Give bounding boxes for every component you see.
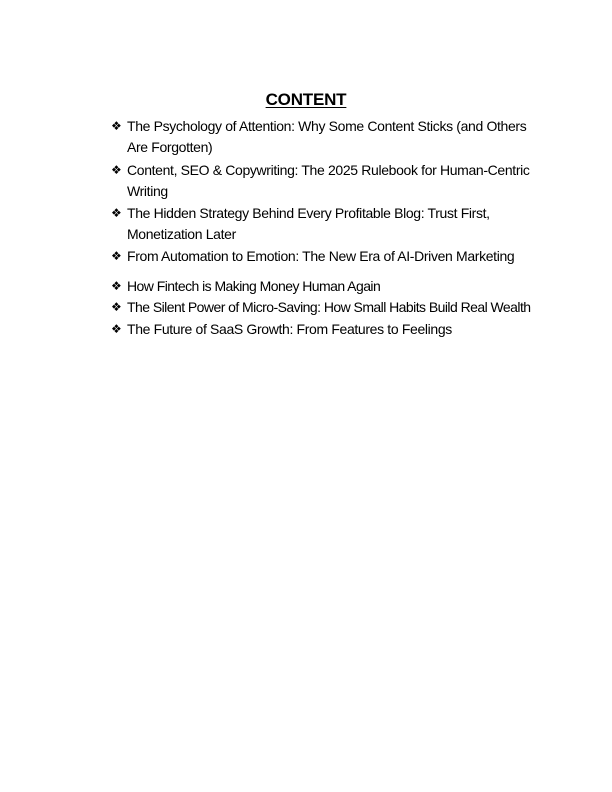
entry-title: How Fintech is Making Money Human Again (127, 278, 381, 294)
entry-title: Content, SEO & Copywriting: The 2025 Rulebook for Human-Centric Writing (127, 162, 530, 199)
diamond-bullet-icon: ❖ (111, 119, 122, 133)
page-title: CONTENT (265, 90, 347, 109)
list-item (111, 319, 531, 340)
diamond-bullet-icon: ❖ (111, 322, 122, 336)
list-item (111, 160, 531, 202)
diamond-bullet-icon: ❖ (111, 206, 122, 220)
table-of-contents (111, 116, 531, 340)
list-item (111, 246, 531, 267)
entry-title: The Future of SaaS Growth: From Features to Feelings (127, 321, 452, 337)
entry-title: The Hidden Strategy Behind Every Profitable Blog: Trust First, Monetization Later (127, 205, 490, 242)
entry-title: The Psychology of Attention: Why Some Content Sticks (and Others Are Forgotten) (127, 118, 527, 155)
entry-title: From Automation to Emotion: The New Era of AI-Driven Marketing (127, 248, 515, 264)
list-item (111, 203, 531, 245)
diamond-bullet-icon: ❖ (111, 249, 122, 263)
diamond-bullet-icon: ❖ (111, 279, 122, 293)
list-item (111, 276, 531, 297)
list-item (111, 297, 531, 317)
diamond-bullet-icon: ❖ (111, 163, 122, 177)
list-item (111, 116, 531, 158)
diamond-bullet-icon: ❖ (111, 300, 122, 314)
entry-title: The Silent Power of Micro-Saving: How Small Habits Build Real Wealth (127, 299, 531, 315)
